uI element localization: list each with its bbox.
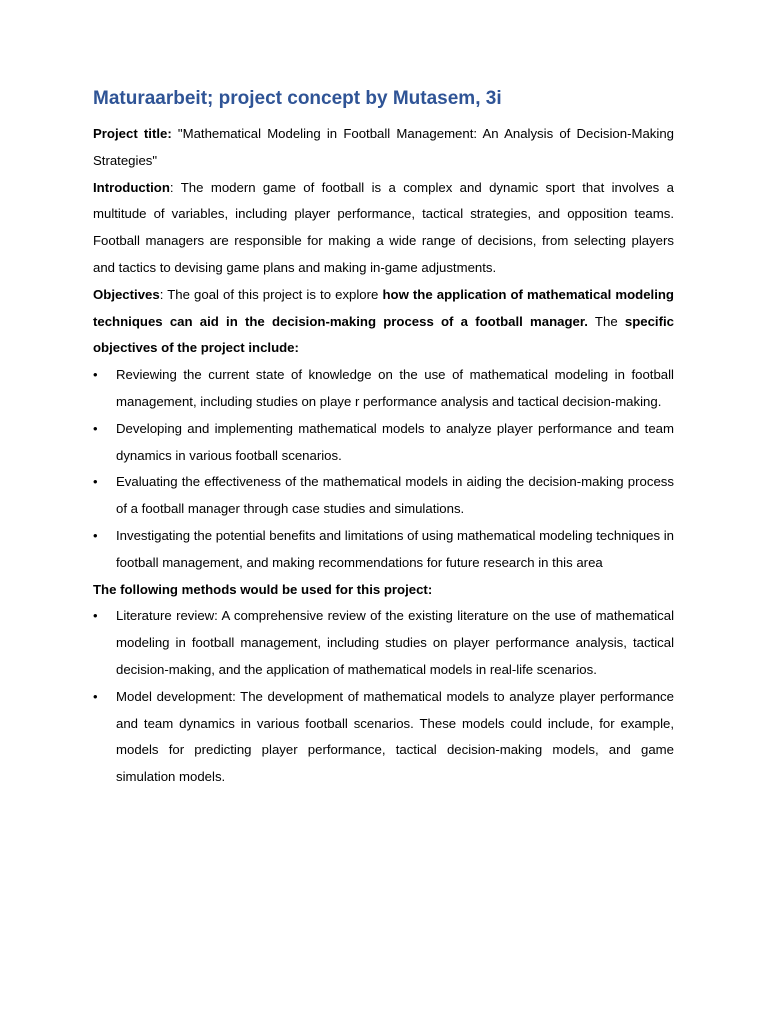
- objectives-emphasis: how the application of mathematical modeling techniques can aid in the decision-making process of a football manager.: [93, 286, 674, 329]
- list-item: [93, 684, 674, 791]
- introduction-text: : The modern game of football is a complex and dynamic sport that involves a multitude of variables, including player performance, tactical strategies, and opposition teams. Football managers are responsible for making a wide range of decisions, from selecting players and tactics to devising game plans and making in-game adjustments.: [93, 179, 674, 275]
- bullet-icon: •: [93, 688, 98, 704]
- objectives-list: [93, 362, 674, 576]
- list-item: [93, 523, 674, 577]
- methods-list: [93, 603, 674, 791]
- list-item-text: Model development: The development of mathematical models to analyze player performance and team dynamics in various football scenarios. These models could include, for example, models for predicting player performance, tactical decision-making models, and game simulation models.: [116, 688, 674, 785]
- list-item: [93, 603, 674, 683]
- objectives-label: Objectives: [93, 286, 160, 302]
- objectives-list-intro: specific objectives of the project include:: [93, 313, 674, 356]
- bullet-icon: •: [93, 367, 98, 383]
- list-item-text: Developing and implementing mathematical models to analyze player performance and team dynamics in various football scenarios.: [116, 420, 674, 463]
- list-item-text: Investigating the potential benefits and limitations of using mathematical modeling techniques in football management, and making recommendations for future research in this area: [116, 527, 674, 570]
- bullet-icon: •: [93, 420, 98, 436]
- bullet-icon: •: [93, 527, 98, 543]
- list-item: [93, 469, 674, 523]
- document-heading: Maturaarbeit; project concept by Mutasem, 3i: [93, 88, 502, 109]
- list-item-text: Literature review: A comprehensive review of the existing literature on the use of mathematical modeling in football management, including studies on player performance analysis, tactical decision-making, and the application of mathematical models in real-life scenarios.: [116, 608, 674, 677]
- project-title-paragraph: [93, 121, 674, 175]
- objectives-text-before: : The goal of this project is to explore: [159, 286, 383, 302]
- methods-heading-text: The following methods would be used for this project:: [93, 581, 433, 597]
- introduction-label: Introduction: [93, 179, 170, 195]
- list-item-text: Evaluating the effectiveness of the mathematical models in aiding the decision-making process of a football manager through case studies and simulations.: [116, 474, 674, 517]
- list-item: [93, 362, 674, 416]
- project-title-label: Project title:: [93, 126, 172, 141]
- project-title-text: "Mathematical Modeling in Football Management: An Analysis of Decision-Making Strategies": [93, 126, 675, 168]
- document-page: [93, 86, 674, 791]
- introduction-paragraph: [93, 175, 674, 282]
- objectives-paragraph: [93, 282, 674, 362]
- objectives-text-mid: The: [587, 313, 625, 329]
- methods-heading: [93, 577, 674, 604]
- list-item-text: Reviewing the current state of knowledge on the use of mathematical modeling in football management, including studies on playe r performance analysis and tactical decision-making.: [116, 367, 674, 409]
- bullet-icon: •: [93, 608, 98, 624]
- list-item: [93, 416, 674, 470]
- bullet-icon: •: [93, 474, 98, 490]
